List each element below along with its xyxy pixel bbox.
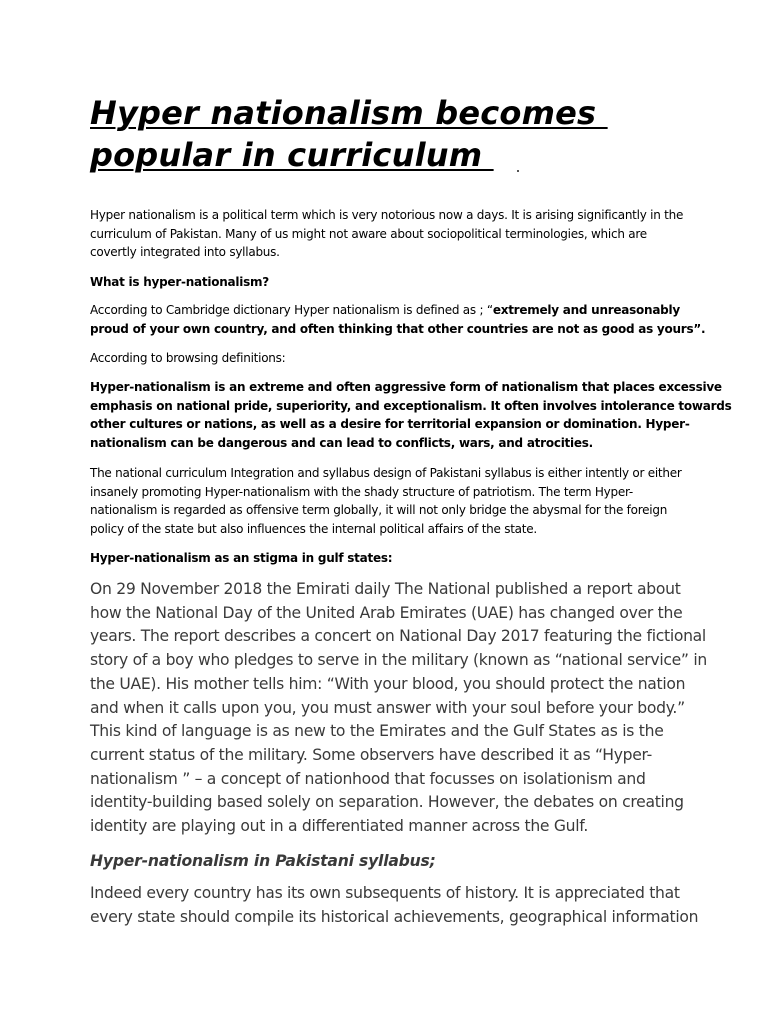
title-line: Hyper nationalism becomes [90,94,608,132]
gulf-paragraph [90,578,707,839]
paragraph-line: nationalism is regarded as offensive term globally, it will not only bridge the abysmal for the foreign [90,503,668,518]
intro-paragraph [90,206,690,262]
paragraph-line: years. The report describes a concert on National Day 2017 featuring the fictional [90,627,706,646]
paragraph-line: insanely promoting Hyper-nationalism with the shady structure of patriotism. The term Hyper- [90,484,634,499]
paragraph-line: Hyper nationalism is a political term which is very notorious now a days. It is arising significantly in the [90,208,684,222]
stray-mark [517,170,519,172]
cambridge-definition [90,301,706,338]
section-heading: Hyper-nationalism as an stigma in gulf states: [90,551,393,565]
paragraph-line: Hyper-nationalism is an extreme and often aggressive form of nationalism that places excessive [90,380,722,394]
paragraph-line: current status of the military. Some observers have described it as “Hyper- [90,745,652,764]
paragraph-line: how the National Day of the United Arab Emirates (UAE) has changed over the [90,603,683,622]
section-heading: What is hyper-nationalism? [90,275,269,289]
paragraph-line: every state should compile its historical achievements, geographical information [90,907,699,926]
paragraph-line: emphasis on national pride, superiority, and exceptionalism. It often involves intolerance towards [90,398,732,413]
paragraph-line: story of a boy who pledges to serve in the military (known as “national service” in [90,651,707,670]
paragraph-line: identity are playing out in a differentiated manner across the Gulf. [90,817,588,836]
browsing-intro: According to browsing definitions: [90,351,286,365]
curriculum-paragraph [90,464,690,538]
title-line: popular in curriculum [90,136,494,174]
definition-quote: extremely and unreasonably [492,303,680,317]
paragraph-line: other cultures or nations, as well as a desire for territorial expansion or domination. Hyper- [90,417,690,432]
paragraph-line: covertly integrated into syllabus. [90,245,280,260]
paragraph-line: policy of the state but also influences the internal political affairs of the state. [90,521,537,536]
paragraph-line: On 29 November 2018 the Emirati daily The National published a report about [90,580,681,598]
pakistan-paragraph [90,882,699,929]
paragraph-line: Indeed every country has its own subsequents of history. It is appreciated that [90,884,680,902]
paragraph-line: This kind of language is as new to the Emirates and the Gulf States as is the [90,722,664,741]
paragraph-line: The national curriculum Integration and syllabus design of Pakistani syllabus is either intently or either [90,466,682,480]
paragraph-line [90,301,690,320]
definition-quote: proud of your own country, and often thinking that other countries are not as good as yours”. [90,321,706,336]
document-title [90,92,690,176]
paragraph-line: the UAE). His mother tells him: “With your blood, you should protect the nation [90,674,686,693]
section-heading: Hyper-nationalism in Pakistani syllabus; [90,852,436,870]
paragraph-line: identity-building based solely on separation. However, the debates on creating [90,793,684,812]
browsing-definition [90,378,732,452]
paragraph-line: and when it calls upon you, you must answer with your soul before your body.” [90,698,685,717]
paragraph-line: nationalism ” – a concept of nationhood that focusses on isolationism and [90,769,646,788]
definition-prefix: According to Cambridge dictionary Hyper nationalism is defined as ; “ [90,303,493,317]
paragraph-line: nationalism can be dangerous and can lead to conflicts, wars, and atrocities. [90,435,593,450]
paragraph-line: curriculum of Pakistan. Many of us might not aware about sociopolitical terminologies, which are [90,226,647,241]
